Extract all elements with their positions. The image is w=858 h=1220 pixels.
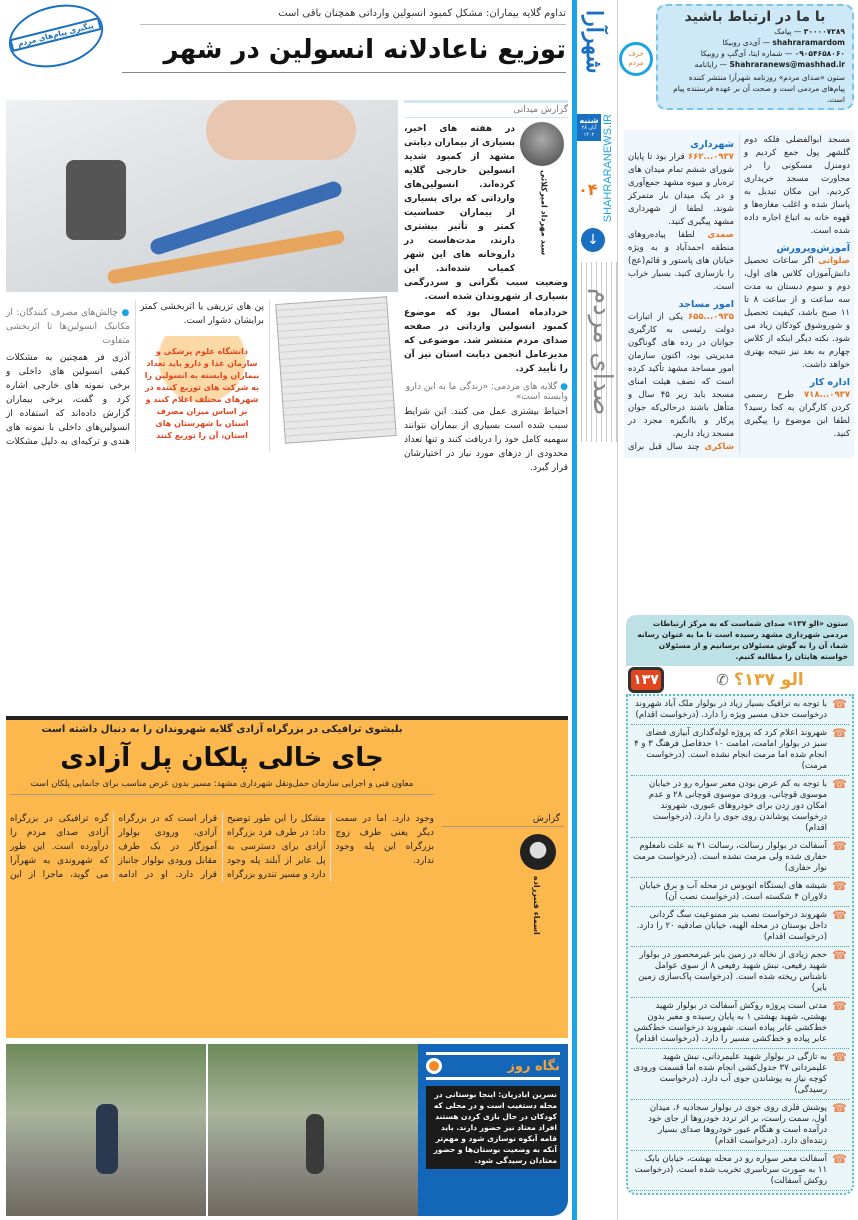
subheading: ● گلایه های مردمی: «زندگی ما به این دارو وابسته است» bbox=[404, 382, 568, 402]
camera-shutter-icon bbox=[426, 1058, 442, 1074]
article-headline: توزیع ناعادلانه انسولین در شهر bbox=[122, 32, 566, 73]
bridge-deck: معاون فنی و اجرایی سازمان حمل‌ونقل شهرداری مشهد: مسیر بدون عرض مناسب برای جانمایی پلکان است bbox=[10, 778, 434, 795]
message-section: آموزش‌وپرورش bbox=[776, 243, 850, 254]
bridge-label: گزارش bbox=[442, 812, 564, 827]
messages-col1 bbox=[628, 134, 850, 454]
alo137-item-text: آسفالت معبر سواره رو در محله بهشت، خیابان بابک ۱۱ به صورت سرتاسری تخریب شده است. (درخواست روکش آسفالت) bbox=[634, 1154, 828, 1186]
phone-icon: ✆ bbox=[716, 671, 729, 689]
contact-row: shahraramardom — آی‌دی روبیکا bbox=[722, 38, 845, 47]
contact-rows bbox=[665, 26, 845, 70]
phone-icon: ☎ bbox=[832, 999, 847, 1013]
contact-box bbox=[656, 4, 854, 110]
message-text: چند سال قبل برای مسجد ابوالفضلی فلکه دوم گلشهر پول جمع کردیم و دومنزل مسکونی را در مجاورت مسجد خریداری کردیم. bbox=[628, 135, 850, 452]
alo137-section bbox=[626, 615, 854, 1195]
email-link[interactable]: Shahraranews@mashhad.ir bbox=[729, 60, 845, 69]
bridge-text bbox=[10, 812, 434, 882]
article-right-block bbox=[404, 100, 568, 475]
photo-of-day-box bbox=[418, 1044, 568, 1216]
site-url: SHAHRARANEWS.IR bbox=[602, 114, 614, 223]
phone-number: ۰۹۰۵۴۶۵۸۰۶۰ bbox=[794, 49, 845, 58]
phone-icon: ☎ bbox=[832, 948, 847, 962]
bridge-headline: جای خالی پلکان پل آزادی bbox=[60, 743, 384, 773]
phone-icon: ☎ bbox=[832, 879, 847, 893]
reporter-avatar bbox=[520, 834, 556, 870]
alo137-item bbox=[631, 1100, 849, 1151]
phone-icon: ☎ bbox=[832, 908, 847, 922]
message-text: طرح رسمی کردن کارگران به کجا رسید؟ لطفا این موضوع را پیگیری کنید. bbox=[744, 390, 850, 439]
badge-harf-mardom: حرف مردم bbox=[619, 42, 653, 76]
alo137-item bbox=[631, 878, 849, 907]
section-title: صدای مردم bbox=[577, 262, 617, 442]
phone-icon: ☎ bbox=[832, 839, 847, 853]
alo137-item-text: شیشه های ایستگاه اتوبوس در محله آب و برق خیابان دلاوران ۴ شکسته است. (درخواست نصب آن) bbox=[639, 881, 828, 902]
contact-title: با ما در ارتباط باشید bbox=[684, 9, 826, 25]
photo-caption: نسرین ابادریان: اینجا بوستانی در محله دستغیب است و در محلی که کودکان در حال بازی کردن هستند افراد معتاد نیز حضور دارند. باید قامه آبکوه نوسازی شود و مهم‌تر آنکه به وضعیت بوستان‌ها و حضور معتادان رسیدگی شود. bbox=[426, 1086, 560, 1169]
paragraph: او در ادامه مشکل را این طور توضیح داد: در طرف فرد بزرگراه آزادی برای دسترسی به پل عابر از آبلند پله وجود دارد و مسیر تندرو بزرگراه وجود دارد. اما در سمت دیگر یعنی طرف زوج بزرگراه این پله وجود ندارد. bbox=[118, 814, 434, 880]
contact-row: ۳۰۰۰۰۷۲۸۹ — پیامک bbox=[774, 27, 845, 36]
contact-label: آی‌دی روبیکا bbox=[722, 38, 761, 47]
message-text: یکی از اتبارات دولت رئیسی به کارگیری جوانان در رده های گوناگون مدیریتی بود، اکنون سازمان امور مساجد مشهد تأکید کرده است که نصف هیئت امنای مسجد باید زیر ۴۵ سال و متأهل باشند درحالی‌که جوان پرکار و باانگیزه مجرد در مسجد زیاد داریم. bbox=[628, 312, 734, 439]
alo137-title: الو ۱۳۷؟ bbox=[733, 670, 804, 690]
phone-icon: ☎ bbox=[832, 1050, 847, 1064]
message-sender: صلواتی bbox=[818, 256, 850, 266]
alo137-item-text: شهروند اعلام کرد که پروژه لوله‌گذاری آبیاری فضای سبز در بولوار امامت، امامت ۱۰ حدفاصل فرهنگ ۳ و ۴ انجام شده اما مرمت انجام نشده است. (درخواست مرمت) bbox=[634, 728, 828, 771]
paragraph: احتیاط بیشتری عمل می کنند. این شرایط سبب شده است بسیاری از بیماران نتوانند سهمیه کامل خود را دریافت کنند و تنها تعداد محدودی از دزهای مورد نیاز در اختیارشان قرار گیرد. bbox=[404, 407, 568, 473]
alo137-item bbox=[631, 725, 849, 776]
phone-icon: ☎ bbox=[832, 726, 847, 740]
park-photo bbox=[6, 1044, 418, 1216]
messages-columns bbox=[624, 130, 854, 458]
alo137-item-text: مدتی است پروژه روکش آسفالت در بولوار شهید بهشتی، شهید بهشتی ۱ به پایان رسیده و معبر بدون خط‌کشی عابر پیاده است. شهروند درخواست خط‌کشی عابر پیاده و خط‌کشی مسیر را دارد. (درخواست اقدام) bbox=[633, 1001, 828, 1044]
alo137-item-text: با توجه به کم عرض بودن معبر سواره رو در خیابان موسوی قوچانی، ورودی موسوی قوچانی ۲۸ و عدم امکان دور زدن برای خودروهای عبوری، شهروند درخواست پوشاندن روی جوی را دارد. (درخواست اقدام) bbox=[648, 779, 828, 833]
message-sender: ۰۹۳۷...۷۱۸ bbox=[803, 390, 851, 400]
alo137-item-text: حجم زیادی از نخاله در زمین بایر غیرمحصور در بولوار شهید رفیعی، نبش شهید رفیعی ۸ از سوی عوامل ناشناس ریخته شده است. (درخواست پاک‌سازی زمین بایر) bbox=[638, 950, 828, 993]
rubika-id: shahraramardom bbox=[772, 38, 845, 47]
alo137-item bbox=[631, 1049, 849, 1100]
alo137-item bbox=[631, 998, 849, 1049]
alo137-item bbox=[631, 838, 849, 878]
subheading: ● چالش‌های مصرف کنندگان: از مکانیک انسولین‌ها تا اثربخشی متفاوت bbox=[6, 306, 130, 348]
day: شنبه bbox=[579, 116, 599, 125]
message-section: اداره کار bbox=[809, 377, 850, 388]
pullquote-text: دانشگاه علوم پزشکی و سازمان غذا و دارو باید تعداد بیماران وابسته به انسولین را به شرکت های توزیع کننده در شهرهای مختلف اعلام کنند و بر اساس میزان مصرف استان یا شهرستان های استان، آن را توزیع کنند bbox=[144, 347, 260, 440]
alo137-intro: ستون «الو ۱۳۷» صدای شماست که به مرکز ارتباطات مردمی شهرداری مشهد رسیده است تا ما به عنوان رسانه شما، آن را به گوش مسئولان برسانیم و از مسئولان خواسته هایتان را مطالبه کنیم. bbox=[626, 615, 854, 666]
author-block bbox=[520, 122, 568, 272]
message-text: قرار بود تا پایان شورای ششم تمام میدان های تره‌بار و میوه مشهد جمع‌آوری و در یک میدان بار متمرکز شوند. لطفا از شهرداری مشهد پیگیری کنید. bbox=[628, 152, 734, 227]
article-kicker: تداوم گلایه بیماران: مشکل کمبود انسولین وارداتی همچنان باقی است bbox=[140, 8, 566, 25]
alo137-item bbox=[631, 907, 849, 947]
article-p1: خردادماه امسال بود که موضوع کمبود انسولین وارداتی در صفحه صدای مردم منتشر شد. موضوعی که مدیرعامل انجمن دیابت استان نیز آن را تأیید کرد. bbox=[404, 308, 568, 374]
message-text: لطفا پیاده‌روهای منطقه احمدآباد و به ویژه خیابان های پاستور و قائم(عج) را بازسازی کنید. بسیار خراب است. bbox=[628, 230, 734, 292]
sms-number: ۳۰۰۰۰۷۲۸۹ bbox=[803, 27, 845, 36]
paragraph: آذری فر همچنین به مشکلات کیفی انسولین های داخلی و برخی نمونه های خارجی اشاره کرد و گفت، برخی بیماران گزارش داده‌اند که استفاده از انسولین‌های داخلی با نمونه های هندی و ترکیه‌ای به دلیل مشکلات پن های تزریقی یا اثربخشی کمتر برایشان دشوار است. bbox=[6, 302, 264, 447]
phone-icon: ☎ bbox=[832, 777, 847, 791]
phone-icon: ☎ bbox=[832, 1101, 847, 1115]
logo: شهرآرا bbox=[581, 10, 607, 74]
bridge-kicker: بلبشوی ترافیکی در بزرگراه آزادی گلایه شهروندان را به دنبال داشته است bbox=[41, 724, 403, 735]
page-number: ۰۴ bbox=[578, 180, 598, 199]
alo137-item bbox=[631, 696, 849, 725]
alo137-item bbox=[631, 1151, 849, 1191]
masthead bbox=[572, 0, 618, 1220]
alo137-item-text: شهروند درخواست نصب بنر ممنوعیت سگ گردانی داخل بوستان در محله الهیه، خیابان صادقیه ۲۰ را دارد. (درخواست اقدام) bbox=[636, 910, 828, 942]
alo137-item-text: با توجه به ترافیک بسیار زیاد در بولوار ملک آباد شهروند درخواست حذف مسیر ویژه را دارد. (درخواست اقدام) bbox=[635, 699, 828, 720]
article-lead: در هفته های اخیر، بسیاری از بیماران دیابتی مشهد از کمبود شدید انسولین خارجی گلایه کرده‌اند. انسولین‌های وارداتی که برای بسیاری از بیماران حساسیت کمتر و تأثیر بیشتری دارند، مدت‌هاست در داروخانه های این شهر کمیاب شده‌اند. این وضعیت سبب نگرانی و سردرگمی بسیاری از شهروندان شده است. bbox=[404, 124, 568, 302]
message-sender: ۰۹۳۵...۶۵۵ bbox=[687, 312, 734, 322]
paragraph: گره ترافیکی در بزرگراه آزادی صدای مردم را درآورده است. این طور که شهروندی به شهرآرا می گوید، ماجرا از این قرار است که در بزرگراه آزادی، ورودی بولوار آموزگار در یک طرف مقابل ورودی بولوار جانباز قرار دارد. bbox=[10, 814, 217, 880]
author-name: سید مهرداد امیرکلائی bbox=[539, 170, 549, 256]
message-section: شهرداری bbox=[690, 139, 734, 150]
insulin-photo bbox=[6, 100, 398, 292]
stamp-text: پیگیری پیام‌های مردم bbox=[9, 17, 101, 52]
contact-note: ستون «صدای مردم» روزنامه شهرآرا منتشر کننده پیام‌های مردمی است و صحت آن بر عهده فرستنده پیام است. bbox=[673, 73, 845, 104]
phone-icon: ☎ bbox=[832, 697, 847, 711]
alo137-item-text: آسفالت در بولوار رسالت، رسالت ۴۱ به علت نامعلوم حفاری شده ولی مرمت نشده است. (درخواست مرمت نوار حفاری) bbox=[633, 841, 828, 873]
stamp bbox=[2, 0, 110, 77]
phone-icon: ☎ bbox=[832, 1152, 847, 1166]
article-body bbox=[6, 300, 398, 452]
message-text: این مکان تبدیل به پاساژ شده و اغلب مغازه‌ها و قهوه خانه به اتباع اجاره داده شده است. bbox=[744, 187, 850, 236]
message-text: اگر ساعات تحصیل دانش‌آموزان کلاس های اول، دوم و سوم دبستان به مدت سه ساعت و از ساعت ۸ تا ۱۱ صبح باشد، کیفیت تحصیل و شوروشوق کودکان زیاد می شود. نکته دیگر اینکه از کلاس چهارم به بعد نیز نتیجه بهتری خواهد داشت. bbox=[744, 256, 850, 370]
alo137-item-text: پوشش فلزی روی جوی در بولوار سجادیه ۶، میدان اول، سمت راست، بر اثر تردد خودروها از جای خود درآمده است و هنگام عبور خودروها صدای بسیار زننده‌ای دارد. (درخواست اقدام) bbox=[648, 1103, 828, 1146]
reporter-name: اسماء قنبرزاده bbox=[532, 876, 541, 935]
message-section: امور مساجد bbox=[678, 299, 734, 310]
alo137-header bbox=[626, 666, 854, 694]
photo-of-day-title: نگاه روز bbox=[507, 1058, 560, 1074]
date-box bbox=[577, 114, 601, 141]
message-sender: شاکری bbox=[704, 442, 734, 452]
alo137-item-text: به تازگی در بولوار شهید علیمردانی، نبش شهید علیمردانی ۳۷ جدول‌کشی انجام شده اما قسمت ورودی کوچه نیاز به پوشاندن جوی آب دارد. (درخواست رسیدگی) bbox=[633, 1052, 828, 1095]
contact-label: شماره ایتا، آی‌گپ و روبیکا bbox=[700, 49, 783, 58]
contact-row: Shahraranews@mashhad.ir — رایانامه bbox=[694, 60, 845, 69]
article-label: گزارش میدانی bbox=[404, 100, 568, 118]
alo137-list bbox=[626, 694, 854, 1195]
bridge-body bbox=[10, 812, 434, 882]
message-sender: صمدی bbox=[707, 230, 734, 240]
message-sender: ۰۹۳۷...۶۶۲ bbox=[687, 152, 734, 162]
alo137-item bbox=[631, 947, 849, 998]
newspaper-photo bbox=[275, 296, 396, 443]
pullquote bbox=[140, 336, 264, 452]
contact-label: پیامک bbox=[774, 27, 792, 36]
alo137-item bbox=[631, 776, 849, 838]
article-text bbox=[6, 300, 398, 452]
contact-row: ۰۹۰۵۴۶۵۸۰۶۰ — شماره ایتا، آی‌گپ و روبیکا bbox=[700, 49, 845, 58]
alo137-badge: ۱۳۷ bbox=[628, 667, 664, 693]
down-arrow-icon: ↓ bbox=[581, 228, 605, 252]
date: ۲۸ آبان ۱۴۰۲ bbox=[581, 125, 597, 138]
author-avatar bbox=[520, 122, 564, 166]
contact-label: رایانامه bbox=[694, 60, 718, 69]
